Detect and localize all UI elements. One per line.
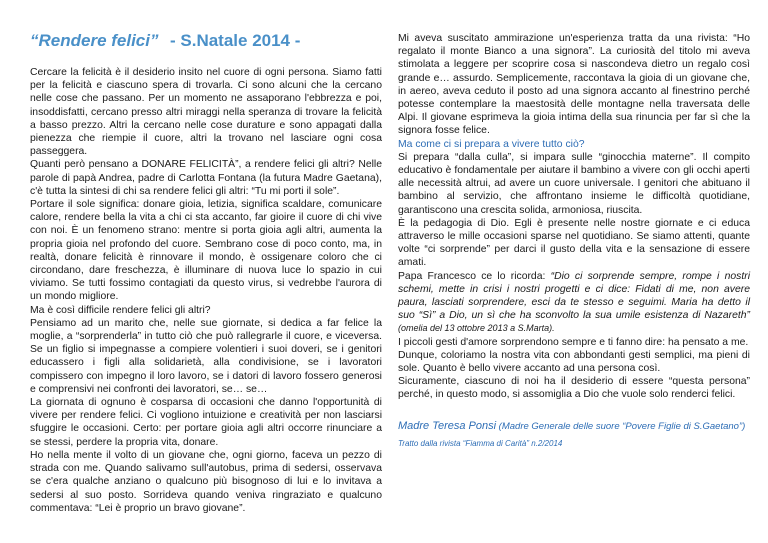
left-paragraph: Ma è così difficile rendere felici gli altri?: [30, 304, 211, 316]
question-heading: Ma come ci si prepara a vivere tutto ciò?: [398, 138, 585, 150]
right-paragraph: Dunque, coloriamo la nostra vita con abbondanti gesti semplici, ma pieni di sole. Quanto è bello vivere accanto ad una persona così.: [398, 349, 750, 375]
author-block: [398, 420, 750, 450]
papa-quote: “Dio ci sorprende sempre, rompe i nostri schemi, mette in crisi i nostri progetti e ci dice: Fidati di me, non avere paura, lasciati sorprendere, esci da te stesso e seguimi. Maria ha detto il suo “Sì” a Dio, un sì che ha sconvolto la sua umile esistenza di Nazareth”: [398, 270, 750, 322]
title-date: - S.Natale 2014 -: [170, 31, 301, 50]
right-paragraph: È la pedagogia di Dio. Egli è presente nelle nostre giornate e ci educa attraverso le mille occasioni sparse nel quotidiano. Se siamo attenti, quante volte “ci sorprende” per darci il gusto della vita e la sensazione di essere amati.: [398, 217, 750, 269]
right-paragraph: I piccoli gesti d'amore sorprendono sempre e ti fanno dire: ha pensato a me.: [398, 336, 749, 348]
source-note: Tratto dalla rivista “Fiamma di Carità” n.2/2014: [398, 438, 563, 448]
title-row: [30, 31, 382, 58]
papa-intro: Papa Francesco ce lo ricorda:: [398, 270, 551, 282]
page-title: “Rendere felici”: [30, 31, 159, 50]
right-column: [398, 32, 750, 450]
right-paragraph: Mi aveva suscitato ammirazione un'esperienza tratta da una rivista: “Ho regalato il monte Bianco a una signora”. La curiosità del titolo mi aveva stimolata a leggere per scoprire cosa si nascondeva dietro un regalo così grande e… assurdo. Semplicemente, raccontava la gioia di un giovane che, in aereo, aveva ceduto il posto ad una signora accanto al finestrino perché potesse contemplare la maestosità delle montagne nella traversata delle Alpi. Il giovane esprimeva la gioia intima della sua rinuncia per far sì che la signora fosse felice.: [398, 33, 750, 137]
papa-quote-paragraph: [398, 270, 750, 336]
left-column: [30, 31, 382, 515]
left-paragraph: Quanti però pensano a DONARE FELICITÀ”, a rendere felici gli altri? Nelle parole di papà Andrea, padre di Carlotta Fontana (la futura Madre Gaetana), c'è tutta la sintesi di chi sa rendere felici gli altri: “Tu mi porti il sole”.: [30, 159, 382, 197]
left-paragraph: Portare il sole significa: donare gioia, letizia, significa scaldare, comunicare calore, rendere bella la vita a chi ci sta accanto, far gioire il cuore di chi vive con noi. È un fenomeno strano: mentre si porta gioia agli altri, aumenta la propria gioia nel profondo del cuore. Sembrano cose di poco conto, ma, in realtà, donare felicità è rinnovare il mondo, è ossigenare coloro che ci circondano, dare freschezza, è illuminare di nuova luce lo spazio in cui viviamo. Se tutti fossimo contagiati da questo virus, si vedrebbe l'aurora di un mondo migliore.: [30, 199, 382, 303]
right-paragraph: Sicuramente, ciascuno di noi ha il desiderio di essere “questa persona” perché, in questo modo, si assomiglia a Dio che vuole solo renderci felici.: [398, 376, 750, 401]
left-paragraph: Pensiamo ad un marito che, nelle sue giornate, si dedica a far felice la moglie, a “sorprenderla” in tutto ciò che può rallegrarle il cuore, e viceversa. Se un figlio si impegnasse a compiere volentieri i suoi doveri, se i genitori educassero i figli alla solidarietà, alla condivisione, se i lavoratori compissero con impegno il loro lavoro, se i datori di lavoro fossero generosi e comprensivi nei confronti dei lavoratori, se… se…: [30, 317, 382, 395]
author-name: Madre Teresa Ponsi: [398, 419, 497, 432]
left-paragraph: Ho nella mente il volto di un giovane che, ogni giorno, faceva un pezzo di strada con me. Quando salivamo sull'autobus, prima di sedersi, osservava se c'era qualche anziano o qualcuno più bisognoso di lui e lo invitava a sedersi al suo posto. Sorrideva quando veniva ringraziato e qualcuno commentava: “Lei è proprio un bravo giovane”.: [30, 449, 382, 514]
author-note: (Madre Generale delle suore “Povere Figlie di S.Gaetano”): [496, 420, 746, 432]
left-paragraph: Cercare la felicità è il desiderio insito nel cuore di ogni persona. Siamo fatti per la felicità e ciascuno spera di trovarla. Ci sono alcuni che la cercano nelle cose che passano. Per un momento ne assaporano l'ebbrezza e poi, insoddisfatti, cercano presso altri miraggi nella speranza di trovare la felicità a basso prezzo. Altri la cercano nelle cose durature e sono appagati dalla pienezza che riempie il cuore, altri la trovano nel lasciare ogni cosa passeggera.: [30, 67, 382, 158]
left-paragraph: La giornata di ognuno è cosparsa di occasioni che danno l'opportunità di vivere per rendere felici. Ci vogliono intuizione e creatività per non lasciarsi sfuggire le occasioni. Certo: per portare gioia agli altri occorre rinunciare a se stessi, perdere la propria vita, donare.: [30, 397, 382, 448]
papa-ref: (omelia del 13 ottobre 2013 a S.Marta).: [398, 323, 555, 334]
right-paragraph: Si prepara “dalla culla”, si impara sulle “ginocchia materne”. Il compito educativo è fondamentale per aiutare il bambino a vivere con gli occhi aperti alle necessità altrui, ad avere un cuore universale. I genitori che abituano il bambino al servizio, che affrontano insieme le difficoltà quotidiane, garantiscono una crescita solida, armoniosa, riuscita.: [398, 151, 750, 216]
